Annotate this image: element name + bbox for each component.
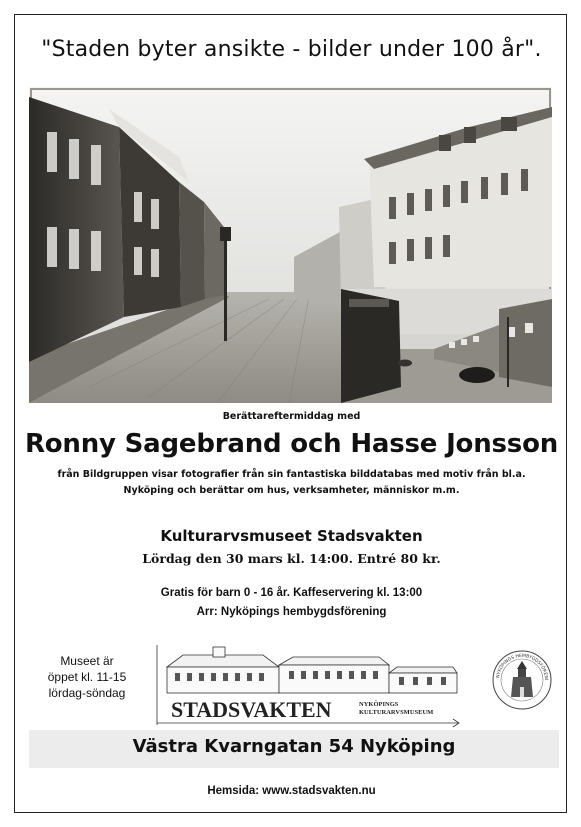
event-subheading: Berättareftermiddag med (222, 411, 361, 422)
venue-name: Kulturarvsmuseet Stadsvakten (160, 527, 423, 545)
poster-title: "Staden byter ansikte - bilder under 100 år". (41, 37, 542, 62)
hours-line: Museet är (60, 654, 114, 668)
address-banner (29, 730, 559, 768)
hembygdsforening-seal (491, 649, 553, 711)
event-datetime: Lördag den 30 mars kl. 14:00. Entré 80 kr. (142, 551, 441, 566)
hours-line: öppet kl. 11-15 (47, 670, 127, 684)
logo-sub-line: NYKÖPINGS (359, 701, 399, 708)
organizer: Arr: Nyköpings hembygdsförening (196, 606, 387, 618)
event-description (45, 467, 538, 499)
poster-frame (14, 14, 567, 813)
stadsvakten-logo (153, 643, 469, 735)
logo-wordmark: STADSVAKTEN (171, 697, 332, 722)
opening-hours (33, 653, 141, 701)
address: Västra Kvarngatan 54 Nyköping (132, 736, 456, 757)
hours-line: lördag-söndag (48, 686, 126, 700)
logo-sub-line: KULTURARVSMUSEUM (359, 709, 434, 716)
street-photo (29, 87, 552, 403)
presenter-names: Ronny Sagebrand och Hasse Jonsson (24, 429, 559, 459)
seal-text: NYKÖPINGS HEMBYGDSFÖRENI (496, 653, 549, 681)
description-line: Nyköping och berättar om hus, verksamheter, människor m.m. (123, 485, 460, 496)
admission-info: Gratis för barn 0 - 16 år. Kaffeservering kl. 13:00 (160, 587, 423, 599)
description-line: från Bildgruppen visar fotografier från sin fantastiska bilddatabas med motiv från bl.a. (57, 469, 526, 480)
website: Hemsida: www.stadsvakten.nu (207, 785, 376, 797)
